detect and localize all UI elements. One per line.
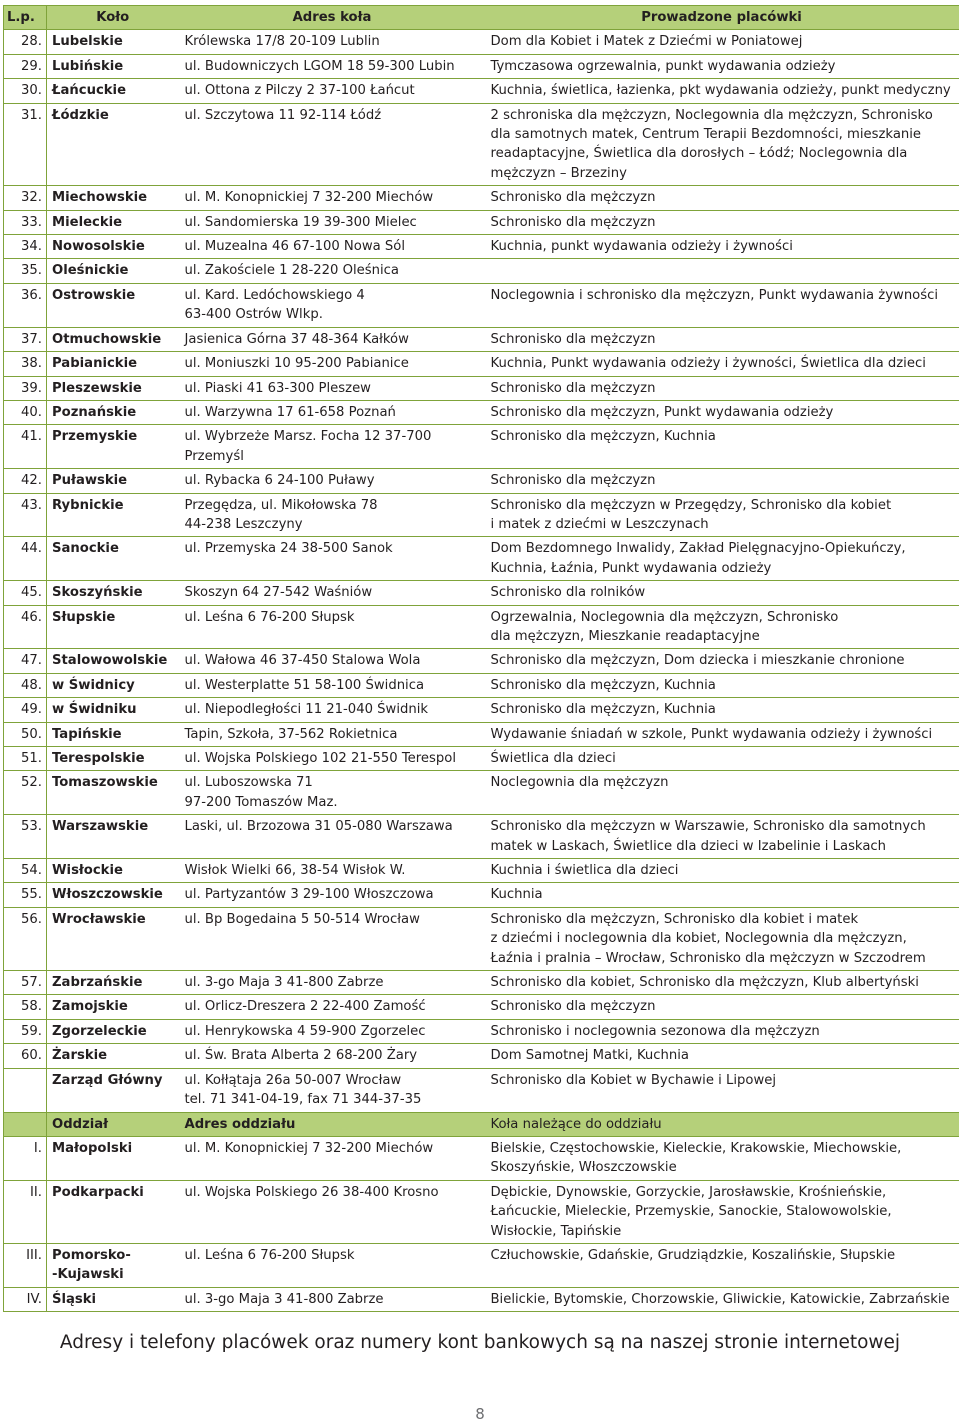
cell-adres: ul. Warzywna 17 61-658 Poznań — [180, 400, 486, 424]
cell-adres: ul. Luboszowska 71 97-200 Tomaszów Maz. — [180, 771, 486, 815]
cell-kolo: Przemyskie — [47, 425, 180, 469]
cell-lp: 33. — [4, 210, 47, 234]
cell-adres: Przegędza, ul. Mikołowska 78 44-238 Leszczyny — [180, 493, 486, 537]
cell-kolo: Zarząd Główny — [47, 1068, 180, 1112]
cell-placowki: Noclegownia dla mężczyzn — [486, 771, 959, 815]
table-row — [4, 493, 959, 537]
cell-kolo: Łódzkie — [47, 103, 180, 186]
cell-kolo: Tomaszowskie — [47, 771, 180, 815]
cell-placowki: Schronisko dla mężczyzn w Warszawie, Schronisko dla samotnych matek w Laskach, Świetlice dla dzieci w Izabelinie i Laskach — [486, 815, 959, 859]
cell-placowki: Schronisko dla mężczyzn, Punkt wydawania odzieży — [486, 400, 959, 424]
cell-placowki: Kuchnia, punkt wydawania odzieży i żywności — [486, 235, 959, 259]
branch-address: ul. Leśna 6 76-200 Słupsk — [180, 1243, 486, 1287]
cell-placowki: Dom dla Kobiet i Matek z Dziećmi w Poniatowej — [486, 30, 959, 54]
cell-placowki: Kuchnia, Punkt wydawania odzieży i żywności, Świetlica dla dzieci — [486, 352, 959, 376]
cell-lp: 44. — [4, 537, 47, 581]
cell-placowki: Schronisko dla mężczyzn — [486, 186, 959, 210]
cell-adres: ul. Bp Bogedaina 5 50-514 Wrocław — [180, 907, 486, 970]
branch-member-circles: Bielickie, Bytomskie, Chorzowskie, Gliwickie, Katowickie, Zabrzańskie — [486, 1287, 959, 1311]
table-body — [4, 6, 959, 1312]
cell-placowki: 2 schroniska dla mężczyzn, Noclegownia dla mężczyzn, Schronisko dla samotnych matek, Centrum Terapii Bezdomności, mieszkanie readaptacyjne, Świetlica dla dorosłych – Łódź; Noclegownia dla mężczyzn – Brzeziny — [486, 103, 959, 186]
cell-lp: 36. — [4, 283, 47, 327]
branch-member-circles: Bielskie, Częstochowskie, Kieleckie, Krakowskie, Miechowskie, Skoszyńskie, Włoszczowskie — [486, 1136, 959, 1180]
cell-placowki: Schronisko dla mężczyzn, Schronisko dla kobiet i matek z dziećmi i noclegownia dla kobiet, Noclegownia dla mężczyzn, Łaźnia i pralnia – Wrocław, Schronisko dla mężczyzn w Szczodrem — [486, 907, 959, 970]
cell-lp: 43. — [4, 493, 47, 537]
cell-adres: Laski, ul. Brzozowa 31 05-080 Warszawa — [180, 815, 486, 859]
table-row — [4, 425, 959, 469]
cell-kolo: w Świdniku — [47, 698, 180, 722]
branch-address: ul. Wojska Polskiego 26 38-400 Krosno — [180, 1180, 486, 1243]
cell-adres: ul. Orlicz-Dreszera 2 22-400 Zamość — [180, 995, 486, 1019]
cell-adres: ul. Sandomierska 19 39-300 Mielec — [180, 210, 486, 234]
cell-lp: 41. — [4, 425, 47, 469]
cell-placowki: Schronisko dla mężczyzn — [486, 210, 959, 234]
branch-address: ul. 3-go Maja 3 41-800 Zabrze — [180, 1287, 486, 1311]
table-row — [4, 581, 959, 605]
header-kolo: Koło — [47, 6, 180, 30]
cell-kolo: Żarskie — [47, 1044, 180, 1068]
cell-placowki: Dom Samotnej Matki, Kuchnia — [486, 1044, 959, 1068]
header-lp: L.p. — [4, 6, 47, 30]
table-row — [4, 327, 959, 351]
branch-row — [4, 1136, 959, 1180]
cell-lp: 60. — [4, 1044, 47, 1068]
branch-row — [4, 1180, 959, 1243]
cell-placowki: Schronisko dla mężczyzn, Kuchnia — [486, 673, 959, 697]
header-placowki: Prowadzone placówki — [486, 6, 959, 30]
cell-adres: ul. Partyzantów 3 29-100 Włoszczowa — [180, 883, 486, 907]
footer-note: Adresy i telefony placówek oraz numery kont bankowych są na naszej stronie internetowej — [59, 1332, 901, 1353]
table-row — [4, 469, 959, 493]
table-row — [4, 537, 959, 581]
cell-adres: ul. Szczytowa 11 92-114 Łódź — [180, 103, 486, 186]
cell-placowki: Schronisko dla mężczyzn — [486, 376, 959, 400]
cell-kolo: Skoszyńskie — [47, 581, 180, 605]
cell-lp: 46. — [4, 605, 47, 649]
cell-kolo: Nowosolskie — [47, 235, 180, 259]
cell-lp: 29. — [4, 54, 47, 78]
cell-placowki: Schronisko i noclegownia sezonowa dla mężczyzn — [486, 1019, 959, 1043]
cell-lp: 51. — [4, 747, 47, 771]
cell-kolo: Pabianickie — [47, 352, 180, 376]
table-row — [4, 815, 959, 859]
branch-number: II. — [4, 1180, 47, 1243]
branches-header-2: Adres oddziału — [180, 1112, 486, 1136]
cell-lp: 37. — [4, 327, 47, 351]
header-adres: Adres koła — [180, 6, 486, 30]
cell-kolo: Zabrzańskie — [47, 971, 180, 995]
cell-lp: 50. — [4, 722, 47, 746]
cell-kolo: Wrocławskie — [47, 907, 180, 970]
table-row — [4, 54, 959, 78]
table-row — [4, 186, 959, 210]
cell-kolo: Oleśnickie — [47, 259, 180, 283]
cell-lp: 30. — [4, 79, 47, 103]
cell-lp: 39. — [4, 376, 47, 400]
cell-adres: ul. Ottona z Pilczy 2 37-100 Łańcut — [180, 79, 486, 103]
cell-lp: 47. — [4, 649, 47, 673]
branch-number: III. — [4, 1243, 47, 1287]
cell-placowki: Schronisko dla mężczyzn — [486, 469, 959, 493]
cell-lp: 59. — [4, 1019, 47, 1043]
cell-kolo: Włoszczowskie — [47, 883, 180, 907]
cell-kolo: Otmuchowskie — [47, 327, 180, 351]
cell-kolo: Poznańskie — [47, 400, 180, 424]
cell-placowki: Schronisko dla mężczyzn — [486, 327, 959, 351]
cell-lp — [4, 1068, 47, 1112]
branch-member-circles: Dębickie, Dynowskie, Gorzyckie, Jarosławskie, Krośnieńskie, Łańcuckie, Mieleckie, Przemyskie, Sanockie, Stalowowolskie, Wisłockie, Tapińskie — [486, 1180, 959, 1243]
cell-adres: ul. Wałowa 46 37-450 Stalowa Wola — [180, 649, 486, 673]
table-row — [4, 1068, 959, 1112]
cell-lp: 57. — [4, 971, 47, 995]
branches-header-3: Koła należące do oddziału — [486, 1112, 959, 1136]
table-row — [4, 259, 959, 283]
cell-adres: ul. Wybrzeże Marsz. Focha 12 37-700 Przemyśl — [180, 425, 486, 469]
cell-adres: ul. Budowniczych LGOM 18 59-300 Lubin — [180, 54, 486, 78]
cell-placowki: Kuchnia — [486, 883, 959, 907]
cell-placowki: Kuchnia, świetlica, łazienka, pkt wydawania odzieży, punkt medyczny — [486, 79, 959, 103]
table-row — [4, 400, 959, 424]
table-row — [4, 103, 959, 186]
table-row — [4, 722, 959, 746]
cell-kolo: Puławskie — [47, 469, 180, 493]
cell-kolo: Sanockie — [47, 537, 180, 581]
cell-lp: 49. — [4, 698, 47, 722]
cell-adres: ul. Św. Brata Alberta 2 68-200 Żary — [180, 1044, 486, 1068]
organizations-table — [3, 5, 959, 1312]
cell-placowki — [486, 259, 959, 283]
cell-placowki: Schronisko dla mężczyzn, Kuchnia — [486, 698, 959, 722]
table-row — [4, 907, 959, 970]
cell-kolo: Zamojskie — [47, 995, 180, 1019]
table-row — [4, 747, 959, 771]
table-row — [4, 376, 959, 400]
cell-kolo: w Świdnicy — [47, 673, 180, 697]
cell-adres: Skoszyn 64 27-542 Waśniów — [180, 581, 486, 605]
cell-lp: 56. — [4, 907, 47, 970]
cell-lp: 34. — [4, 235, 47, 259]
cell-adres: ul. Kard. Ledóchowskiego 4 63-400 Ostrów Wlkp. — [180, 283, 486, 327]
branch-member-circles: Człuchowskie, Gdańskie, Grudziądzkie, Koszalińskie, Słupskie — [486, 1243, 959, 1287]
cell-placowki: Schronisko dla Kobiet w Bychawie i Lipowej — [486, 1068, 959, 1112]
cell-lp: 42. — [4, 469, 47, 493]
table-row — [4, 995, 959, 1019]
cell-kolo: Stalowowolskie — [47, 649, 180, 673]
cell-adres: ul. 3-go Maja 3 41-800 Zabrze — [180, 971, 486, 995]
cell-kolo: Lubelskie — [47, 30, 180, 54]
cell-adres: Królewska 17/8 20-109 Lublin — [180, 30, 486, 54]
branches-header-0 — [4, 1112, 47, 1136]
cell-lp: 55. — [4, 883, 47, 907]
cell-adres: ul. Przemyska 24 38-500 Sanok — [180, 537, 486, 581]
cell-adres: ul. Niepodległości 11 21-040 Świdnik — [180, 698, 486, 722]
branch-address: ul. M. Konopnickiej 7 32-200 Miechów — [180, 1136, 486, 1180]
cell-kolo: Warszawskie — [47, 815, 180, 859]
cell-lp: 48. — [4, 673, 47, 697]
table-row — [4, 649, 959, 673]
cell-placowki: Schronisko dla mężczyzn, Kuchnia — [486, 425, 959, 469]
branches-header-1: Oddział — [47, 1112, 180, 1136]
table-row — [4, 771, 959, 815]
cell-lp: 58. — [4, 995, 47, 1019]
cell-kolo: Pleszewskie — [47, 376, 180, 400]
cell-adres: ul. Kołłątaja 26a 50-007 Wrocław tel. 71 341-04-19, fax 71 344-37-35 — [180, 1068, 486, 1112]
branch-row — [4, 1243, 959, 1287]
table-row — [4, 883, 959, 907]
cell-kolo: Mieleckie — [47, 210, 180, 234]
table-row — [4, 605, 959, 649]
cell-adres: ul. Leśna 6 76-200 Słupsk — [180, 605, 486, 649]
branch-name: Podkarpacki — [47, 1180, 180, 1243]
table-row — [4, 283, 959, 327]
table-row — [4, 79, 959, 103]
cell-placowki: Kuchnia i świetlica dla dzieci — [486, 859, 959, 883]
cell-adres: Tapin, Szkoła, 37-562 Rokietnica — [180, 722, 486, 746]
cell-kolo: Łańcuckie — [47, 79, 180, 103]
table-row — [4, 1019, 959, 1043]
cell-adres: ul. Henrykowska 4 59-900 Zgorzelec — [180, 1019, 486, 1043]
branch-number: I. — [4, 1136, 47, 1180]
cell-kolo: Tapińskie — [47, 722, 180, 746]
cell-placowki: Wydawanie śniadań w szkole, Punkt wydawania odzieży i żywności — [486, 722, 959, 746]
table-row — [4, 235, 959, 259]
cell-kolo: Słupskie — [47, 605, 180, 649]
table-row — [4, 210, 959, 234]
cell-adres: ul. Rybacka 6 24-100 Puławy — [180, 469, 486, 493]
table-row — [4, 1044, 959, 1068]
cell-kolo: Rybnickie — [47, 493, 180, 537]
cell-lp: 32. — [4, 186, 47, 210]
cell-adres: ul. Muzealna 46 67-100 Nowa Sól — [180, 235, 486, 259]
page-number: 8 — [475, 1405, 485, 1423]
cell-adres: ul. Piaski 41 63-300 Pleszew — [180, 376, 486, 400]
cell-lp: 54. — [4, 859, 47, 883]
cell-placowki: Noclegownia i schronisko dla mężczyzn, Punkt wydawania żywności — [486, 283, 959, 327]
cell-lp: 28. — [4, 30, 47, 54]
cell-kolo: Terespolskie — [47, 747, 180, 771]
cell-placowki: Schronisko dla kobiet, Schronisko dla mężczyzn, Klub albertyński — [486, 971, 959, 995]
branch-number: IV. — [4, 1287, 47, 1311]
cell-adres: ul. M. Konopnickiej 7 32-200 Miechów — [180, 186, 486, 210]
table-header-row — [4, 6, 959, 30]
branches-header-row — [4, 1112, 959, 1136]
cell-adres: ul. Moniuszki 10 95-200 Pabianice — [180, 352, 486, 376]
cell-placowki: Schronisko dla mężczyzn, Dom dziecka i mieszkanie chronione — [486, 649, 959, 673]
cell-placowki: Ogrzewalnia, Noclegownia dla mężczyzn, Schronisko dla mężczyzn, Mieszkanie readaptacyjne — [486, 605, 959, 649]
cell-kolo: Miechowskie — [47, 186, 180, 210]
cell-adres: Jasienica Górna 37 48-364 Kałków — [180, 327, 486, 351]
cell-lp: 38. — [4, 352, 47, 376]
table-row — [4, 673, 959, 697]
branch-name: Małopolski — [47, 1136, 180, 1180]
cell-placowki: Dom Bezdomnego Inwalidy, Zakład Pielęgnacyjno-Opiekuńczy, Kuchnia, Łaźnia, Punkt wydawania odzieży — [486, 537, 959, 581]
cell-lp: 40. — [4, 400, 47, 424]
cell-kolo: Ostrowskie — [47, 283, 180, 327]
cell-adres: ul. Zakościele 1 28-220 Oleśnica — [180, 259, 486, 283]
table-row — [4, 971, 959, 995]
cell-lp: 52. — [4, 771, 47, 815]
cell-lp: 31. — [4, 103, 47, 186]
branch-name: Pomorsko- -Kujawski — [47, 1243, 180, 1287]
cell-adres: ul. Westerplatte 51 58-100 Świdnica — [180, 673, 486, 697]
cell-kolo: Lubińskie — [47, 54, 180, 78]
table-row — [4, 859, 959, 883]
cell-placowki: Świetlica dla dzieci — [486, 747, 959, 771]
table-row — [4, 352, 959, 376]
cell-lp: 53. — [4, 815, 47, 859]
cell-kolo: Wisłockie — [47, 859, 180, 883]
cell-placowki: Tymczasowa ogrzewalnia, punkt wydawania odzieży — [486, 54, 959, 78]
branch-name: Śląski — [47, 1287, 180, 1311]
table-row — [4, 30, 959, 54]
cell-adres: Wisłok Wielki 66, 38-54 Wisłok W. — [180, 859, 486, 883]
cell-kolo: Zgorzeleckie — [47, 1019, 180, 1043]
cell-placowki: Schronisko dla mężczyzn — [486, 995, 959, 1019]
branch-row — [4, 1287, 959, 1311]
cell-lp: 35. — [4, 259, 47, 283]
cell-placowki: Schronisko dla mężczyzn w Przegędzy, Schronisko dla kobiet i matek z dziećmi w Leszczynach — [486, 493, 959, 537]
cell-adres: ul. Wojska Polskiego 102 21-550 Terespol — [180, 747, 486, 771]
table-row — [4, 698, 959, 722]
cell-placowki: Schronisko dla rolników — [486, 581, 959, 605]
cell-lp: 45. — [4, 581, 47, 605]
